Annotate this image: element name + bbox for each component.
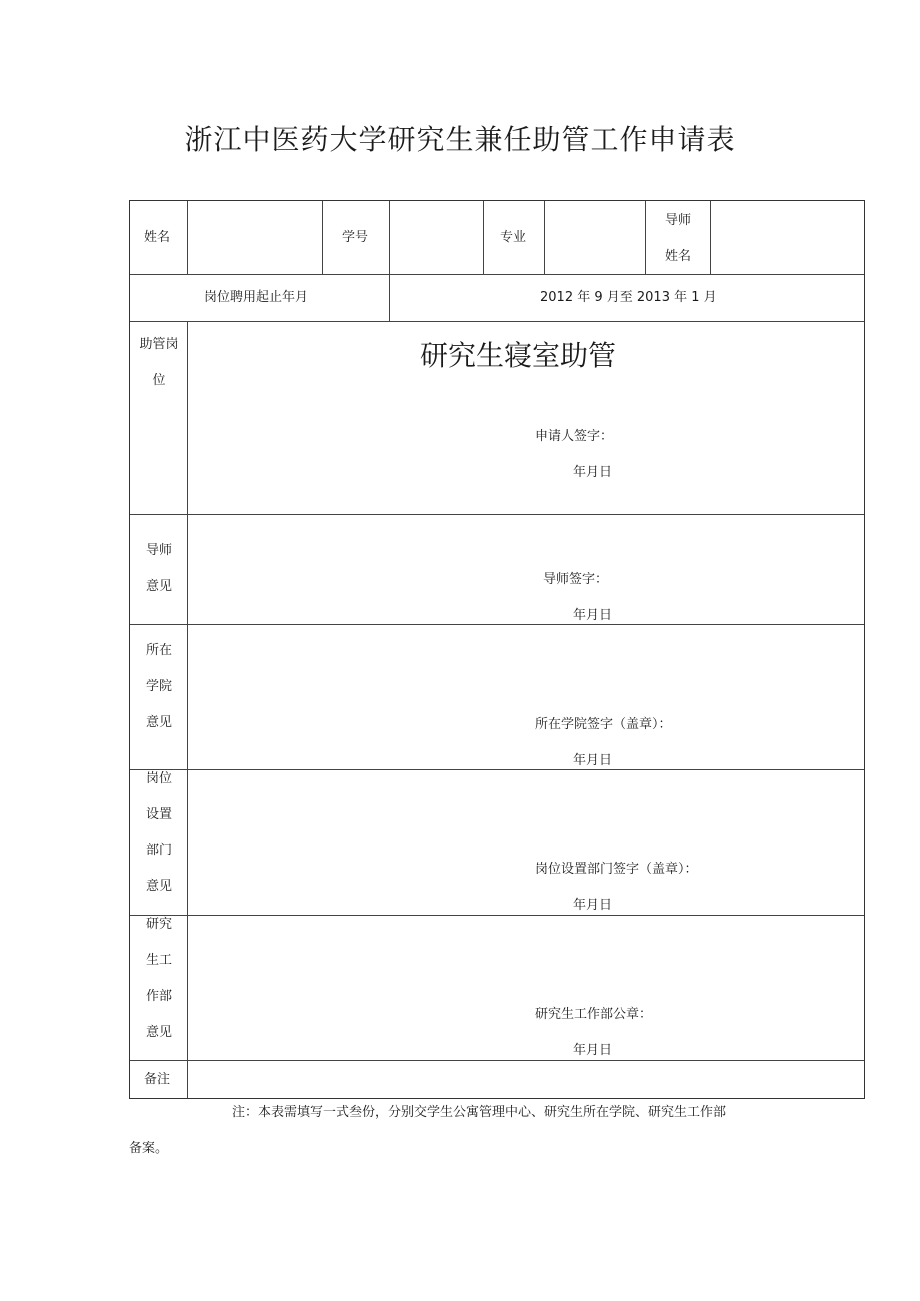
column-divider [389, 274, 390, 321]
row-divider [130, 514, 864, 515]
column-divider [389, 201, 390, 274]
dept-signature-label: 岗位设置部门签字（盖章）： [535, 862, 698, 877]
period-value: 2012 年 9 月至 2013 年 1 月 [540, 290, 717, 305]
college-date-label: 年月日 [573, 753, 613, 768]
grad-office-seal-label: 研究生工作部公章： [535, 1007, 653, 1022]
column-divider [322, 201, 323, 274]
advisor-date-label: 年月日 [573, 608, 613, 623]
name-label: 姓名 [144, 230, 171, 245]
row-divider [130, 769, 864, 770]
column-divider [187, 201, 188, 274]
post-label: 助管岗 位 [139, 337, 179, 388]
remarks-label: 备注 [144, 1072, 171, 1087]
row-divider [130, 274, 864, 275]
college-opinion-label: 所在 学院 意见 [145, 643, 172, 730]
grad-office-opinion-label: 研究 生工 作部 意见 [145, 917, 172, 1040]
grad-office-date-label: 年月日 [573, 1043, 613, 1058]
row-divider [130, 915, 864, 916]
row-divider [130, 624, 864, 625]
column-divider [483, 201, 484, 274]
student-id-label: 学号 [342, 230, 369, 245]
major-label: 专业 [500, 230, 527, 245]
column-divider [710, 201, 711, 274]
dept-date-label: 年月日 [573, 898, 613, 913]
row-divider [130, 1060, 864, 1061]
row-divider [130, 321, 864, 322]
column-divider [645, 201, 646, 274]
column-divider [187, 321, 188, 1098]
advisor-opinion-label: 导师 意见 [145, 543, 172, 594]
applicant-signature-label: 申请人签字： [535, 429, 614, 444]
college-signature-label: 所在学院签字（盖章）： [535, 717, 672, 732]
advisor-name-label: 导师 姓名 [664, 213, 691, 264]
column-divider [544, 201, 545, 274]
period-label: 岗位聘用起止年月 [204, 290, 309, 305]
footnote-line-2: 备案。 [129, 1141, 169, 1156]
advisor-signature-label: 导师签字： [543, 572, 609, 587]
dept-opinion-label: 岗位 设置 部门 意见 [145, 771, 172, 894]
footnote-line-1: 注：本表需填写一式叁份，分别交学生公寓管理中心、研究生所在学院、研究生工作部 [232, 1105, 727, 1120]
applicant-date-label: 年月日 [573, 465, 613, 480]
post-value: 研究生寝室助管 [419, 339, 616, 372]
form-title: 浙江中医药大学研究生兼任助管工作申请表 [184, 123, 736, 156]
